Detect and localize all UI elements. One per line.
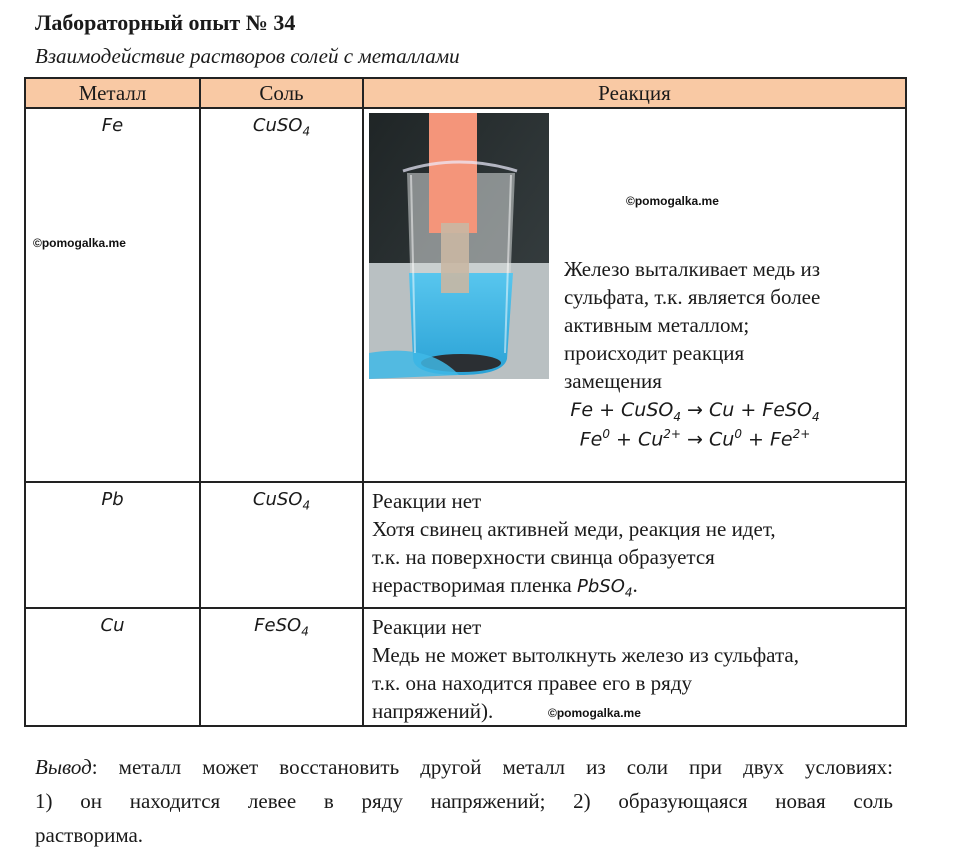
metal-formula: Pb [101, 489, 124, 510]
salt-formula: CuSO$_4$ [252, 489, 311, 513]
reaction-description: Реакции нет Хотя свинец активней меди, реакция не идет, т.к. на поверхности свинца образуется нерастворимая пленка PbSO$_4$. [372, 489, 776, 600]
watermark: ©pomogalka.me [548, 706, 641, 720]
salt-cell [200, 482, 363, 608]
metal-cell [25, 108, 200, 482]
experiment-table [24, 77, 907, 727]
salt-formula: FeSO$_4$ [254, 614, 309, 639]
watermark: ©pomogalka.me [626, 194, 719, 208]
metal-cell [25, 482, 200, 608]
conclusion-paragraph: Вывод: металл может восстановить другой металл из соли при двух условиях: 1) он находится левее в ряду напряжений; 2) образующаяся новая соль растворима. [35, 755, 893, 847]
reaction-description: Реакции нет Медь не может вытолкнуть железо из сульфата, т.к. она находится правее его в ряду напряжений). [372, 614, 799, 723]
reaction-description: Железо выталкивает медь из сульфата, т.к. является более активным металлом; происходит реакция замещения [564, 257, 821, 393]
reaction-cell [363, 108, 906, 482]
conclusion-label: Вывод [35, 755, 92, 779]
reaction-cell [363, 482, 906, 608]
salt-cell [200, 608, 363, 726]
column-header-metal: Металл [25, 78, 200, 108]
metal-cell [25, 608, 200, 726]
table-row [25, 482, 906, 608]
metal-formula: Fe [101, 115, 124, 136]
watermark: ©pomogalka.me [33, 236, 126, 250]
ionic-equation: $Fe^0 + Cu^{2+} \to Cu^0 + Fe^{2+}$ [579, 427, 811, 451]
page-title: Лабораторный опыт № 34 [35, 10, 296, 35]
column-header-salt: Соль [200, 78, 363, 108]
table-row [25, 108, 906, 482]
table-header-row [25, 78, 906, 108]
molecular-equation: Fe + CuSO$_4$ → Cu + FeSO$_4$ [570, 399, 820, 424]
page-subtitle: Взаимодействие растворов солей с металлами [35, 44, 460, 68]
table-row [25, 608, 906, 726]
salt-cell [200, 108, 363, 482]
metal-formula: Cu [100, 614, 125, 636]
salt-formula: CuSO$_4$ [252, 115, 311, 139]
column-header-reaction: Реакция [363, 78, 906, 108]
beaker-photo [369, 113, 549, 379]
